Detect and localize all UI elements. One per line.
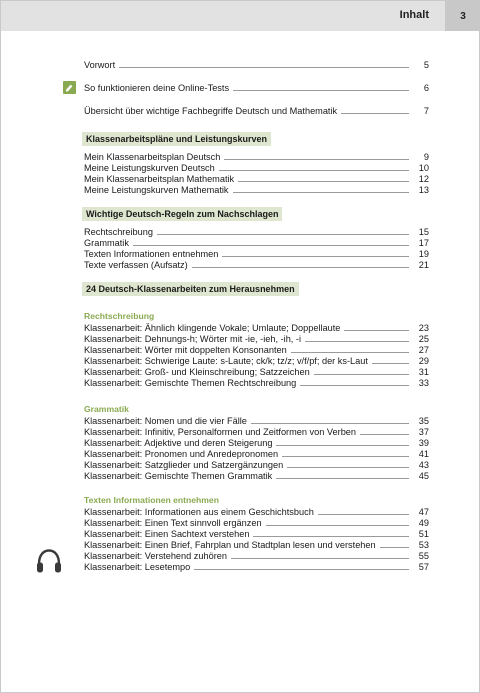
leader-line bbox=[251, 415, 409, 424]
toc-entry-title: Mein Klassenarbeitsplan Deutsch bbox=[84, 152, 221, 162]
toc-entry-page: 39 bbox=[418, 438, 429, 448]
toc-entry-page: 10 bbox=[418, 163, 429, 173]
toc-entry-title: Mein Klassenarbeitsplan Mathematik bbox=[84, 174, 235, 184]
toc-entry[interactable] bbox=[84, 259, 429, 271]
toc-entry-title: Meine Leistungskurven Mathematik bbox=[84, 185, 229, 195]
leader-line bbox=[266, 517, 409, 526]
toc-entry-page: 12 bbox=[418, 174, 429, 184]
toc-entry-title: Meine Leistungskurven Deutsch bbox=[84, 163, 215, 173]
toc-entry-page: 17 bbox=[418, 238, 429, 248]
toc-entry-title: Klassenarbeit: Adjektive und deren Steigerung bbox=[84, 438, 273, 448]
section-heading-exams: 24 Deutsch-Klassenarbeiten zum Herausnehmen bbox=[82, 282, 299, 296]
toc-entry-page: 7 bbox=[423, 106, 429, 116]
toc-entry-title: Klassenarbeit: Gemischte Themen Rechtschreibung bbox=[84, 378, 297, 388]
toc-entry-page: 57 bbox=[418, 562, 429, 572]
leader-line bbox=[222, 248, 409, 257]
toc-entry-title: Texte verfassen (Aufsatz) bbox=[84, 260, 188, 270]
toc-entry-online-tests[interactable] bbox=[84, 82, 429, 94]
group-heading-rechtschreibung: Rechtschreibung bbox=[84, 311, 155, 321]
toc-entry-page: 51 bbox=[418, 529, 429, 539]
toc-entry-page: 33 bbox=[418, 378, 429, 388]
leader-line bbox=[233, 82, 409, 91]
leader-line bbox=[360, 426, 409, 435]
leader-line bbox=[380, 539, 409, 548]
toc-entry-page: 25 bbox=[418, 334, 429, 344]
leader-line bbox=[291, 344, 409, 353]
toc-entry-title: Klassenarbeit: Einen Brief, Fahrplan und Stadtplan lesen und verstehen bbox=[84, 540, 376, 550]
toc-entry-page: 5 bbox=[423, 60, 429, 70]
leader-line bbox=[119, 59, 409, 68]
leader-line bbox=[238, 173, 409, 182]
leader-line bbox=[276, 437, 409, 446]
toc-entry-title: Klassenarbeit: Einen Sachtext verstehen bbox=[84, 529, 250, 539]
toc-entry-title: Klassenarbeit: Gemischte Themen Grammatik bbox=[84, 471, 273, 481]
toc-entry-title: Klassenarbeit: Ähnlich klingende Vokale; Umlaute; Doppellaute bbox=[84, 323, 341, 333]
leader-line bbox=[344, 322, 409, 331]
leader-line bbox=[287, 459, 409, 468]
leader-line bbox=[253, 528, 409, 537]
toc-entry-page: 31 bbox=[418, 367, 429, 377]
toc-entry-page: 6 bbox=[423, 83, 429, 93]
toc-entry-title: Klassenarbeit: Nomen und die vier Fälle bbox=[84, 416, 247, 426]
leader-line bbox=[305, 333, 409, 342]
toc-entry-title: Klassenarbeit: Verstehend zuhören bbox=[84, 551, 228, 561]
toc-entry-page: 53 bbox=[418, 540, 429, 550]
toc-entry-vorwort[interactable] bbox=[84, 59, 429, 71]
toc-entry[interactable] bbox=[84, 377, 429, 389]
toc-entry-page: 19 bbox=[418, 249, 429, 259]
toc-entry-page: 15 bbox=[418, 227, 429, 237]
group-heading-texten: Texten Informationen entnehmen bbox=[84, 495, 219, 505]
toc-entry-page: 41 bbox=[418, 449, 429, 459]
toc-entry-page: 45 bbox=[418, 471, 429, 481]
toc-entry-title: Klassenarbeit: Wörter mit doppelten Konsonanten bbox=[84, 345, 287, 355]
toc-entry-title: Klassenarbeit: Einen Text sinnvoll ergänzen bbox=[84, 518, 262, 528]
toc-entry-title: Übersicht über wichtige Fachbegriffe Deutsch und Mathematik bbox=[84, 106, 338, 116]
toc-entry-page: 9 bbox=[423, 152, 429, 162]
headphones-icon bbox=[34, 547, 64, 575]
toc-entry-page: 49 bbox=[418, 518, 429, 528]
toc-entry-fachbegriffe[interactable] bbox=[84, 105, 429, 117]
toc-entry[interactable] bbox=[84, 470, 429, 482]
section-heading-rules: Wichtige Deutsch-Regeln zum Nachschlagen bbox=[82, 207, 282, 221]
toc-entry-title: Grammatik bbox=[84, 238, 129, 248]
toc-entry-title: Klassenarbeit: Informationen aus einem Geschichtsbuch bbox=[84, 507, 314, 517]
online-test-icon bbox=[63, 81, 76, 94]
toc-entry-title: Klassenarbeit: Groß- und Kleinschreibung; Satzzeichen bbox=[84, 367, 310, 377]
toc-entry-title: Rechtschreibung bbox=[84, 227, 153, 237]
leader-line bbox=[372, 355, 409, 364]
toc-entry-page: 55 bbox=[418, 551, 429, 561]
page-header bbox=[1, 1, 480, 31]
toc-entry[interactable] bbox=[84, 561, 429, 573]
leader-line bbox=[318, 506, 409, 515]
section-heading-plans: Klassenarbeitspläne und Leistungskurven bbox=[82, 132, 271, 146]
toc-entry-page: 37 bbox=[418, 427, 429, 437]
toc-entry-title: Klassenarbeit: Satzglieder und Satzergänzungen bbox=[84, 460, 284, 470]
toc-entry-page: 29 bbox=[418, 356, 429, 366]
toc-entry-title: Klassenarbeit: Pronomen und Anredepronomen bbox=[84, 449, 279, 459]
leader-line bbox=[233, 184, 409, 193]
toc-entry-title: Klassenarbeit: Lesetempo bbox=[84, 562, 191, 572]
leader-line bbox=[194, 561, 409, 570]
leader-line bbox=[224, 151, 409, 160]
toc-entry-page: 35 bbox=[418, 416, 429, 426]
leader-line bbox=[192, 259, 409, 268]
toc-entry-title: So funktionieren deine Online-Tests bbox=[84, 83, 230, 93]
leader-line bbox=[276, 470, 409, 479]
leader-line bbox=[219, 162, 409, 171]
leader-line bbox=[157, 226, 409, 235]
header-band bbox=[1, 1, 445, 31]
toc-entry[interactable] bbox=[84, 184, 429, 196]
leader-line bbox=[314, 366, 409, 375]
toc-entry-title: Vorwort bbox=[84, 60, 116, 70]
toc-entry-page: 21 bbox=[418, 260, 429, 270]
leader-line bbox=[133, 237, 409, 246]
group-heading-grammatik: Grammatik bbox=[84, 404, 129, 414]
toc-entry-page: 43 bbox=[418, 460, 429, 470]
toc-entry-page: 27 bbox=[418, 345, 429, 355]
leader-line bbox=[282, 448, 409, 457]
page-number: 3 bbox=[445, 1, 480, 31]
toc-entry-title: Klassenarbeit: Dehnungs-h; Wörter mit -ie, -ieh, -ih, -i bbox=[84, 334, 302, 344]
toc-entry-title: Klassenarbeit: Schwierige Laute: s-Laute; ck/k; tz/z; v/f/pf; der ks-Laut bbox=[84, 356, 368, 366]
leader-line bbox=[231, 550, 409, 559]
toc-entry-title: Texten Informationen entnehmen bbox=[84, 249, 219, 259]
toc-entry-page: 47 bbox=[418, 507, 429, 517]
leader-line bbox=[300, 377, 409, 386]
toc-entry-title: Klassenarbeit: Infinitiv, Personalformen und Zeitformen von Verben bbox=[84, 427, 357, 437]
page-title: Inhalt bbox=[399, 9, 429, 21]
leader-line bbox=[341, 105, 409, 114]
toc-entry-page: 23 bbox=[418, 323, 429, 333]
toc-entry-page: 13 bbox=[418, 185, 429, 195]
